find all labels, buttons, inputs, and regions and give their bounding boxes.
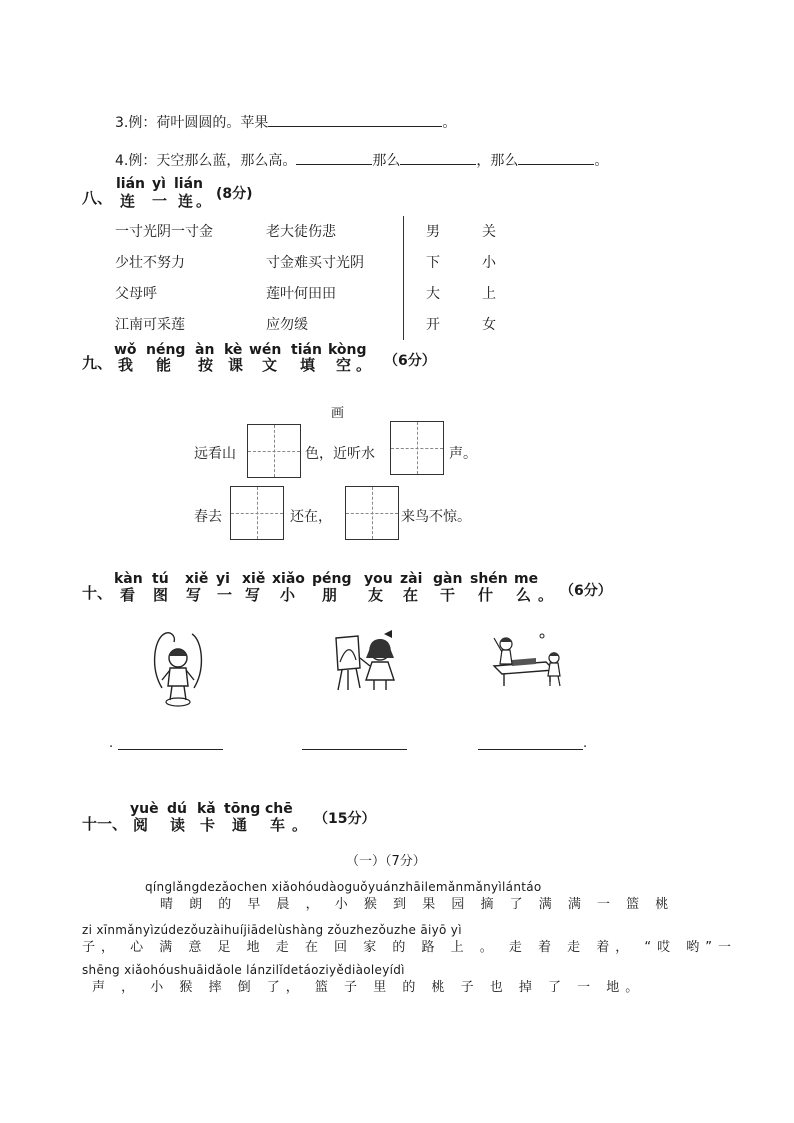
sec11-pinyin-5: chē [265,801,293,817]
sec8-hanzi-3: 连 [178,192,194,210]
sec10-hanzi-7: 朋 [322,586,338,604]
match-left1-row1[interactable]: 一寸光阴一寸金 [115,224,213,240]
passage-p1-pinyin: qínglǎngdezǎochen xiǎohóudàoguǒyuánzhāilemǎnmǎnyìlántáo [145,880,542,894]
sec10-hanzi-9: 在 [403,586,419,604]
q4-end: 。 [594,153,609,169]
sec9-tail: 。 [356,356,372,374]
poem-l2-a: 春去 [194,509,222,525]
sec11-hanzi-2: 读 [170,816,186,834]
sec11-hanzi-5: 车 [270,816,286,834]
sec10-hanzi-11: 什 [478,586,494,604]
tianzige-box-2[interactable] [390,421,444,475]
sec10-hanzi-1: 看 [120,586,136,604]
sec9-pinyin-4: kè [224,342,243,358]
sec11-hanzi-4: 通 [232,816,248,834]
q4-line [115,150,608,170]
poem-l2-c: 来鸟不惊。 [401,509,471,525]
sec9-hanzi-6: 填 [300,356,316,374]
q3-line [115,112,456,132]
sec9-hanzi-2: 能 [156,356,172,374]
sec10-pinyin-8: you [364,571,393,587]
q4-mid1: 那么 [372,153,401,169]
sec10-pinyin-10: gàn [433,571,463,587]
match-left2-row2[interactable]: 寸金难买寸光阴 [266,255,364,271]
sec11-pinyin-3: kǎ [197,801,216,817]
sec8-pinyin-3: lián [174,176,204,192]
sec10-answer-line-3[interactable] [478,748,583,750]
sec10-pinyin-5: xiě [242,571,266,587]
sec11-number: 十一、 [82,815,128,833]
sec10-tail: 。 [538,586,554,604]
table-tennis-picture [490,630,566,690]
poem-l1-c: 声。 [449,446,477,462]
sec10-answer-line-2[interactable] [302,748,407,750]
match-divider [403,216,404,340]
sec9-score: （6分） [384,353,436,369]
sec11-pinyin-1: yuè [130,801,159,817]
passage-p2-pinyin: zi xīnmǎnyìzúdezǒuzàihuíjiādelùshàng zǒuzhezǒuzhe āiyō yì [82,923,462,937]
match-right2-row3[interactable]: 上 [482,286,496,302]
passage-p3-pinyin: shēng xiǎohóushuāidǎole lánzilǐdetáoziyědiàoleyídì [82,963,405,977]
sec9-pinyin-2: néng [146,342,186,358]
match-left1-row2[interactable]: 少壮不努力 [115,255,185,271]
sec10-answer-prefix: . [109,736,114,751]
q4-blank-2[interactable] [400,150,476,165]
tianzige-box-1[interactable] [247,424,301,478]
match-left2-row3[interactable]: 莲叶何田田 [266,286,336,302]
sec10-pinyin-11: shén [470,571,508,587]
sec9-pinyin-5: wén [249,342,282,358]
tianzige-box-3[interactable] [230,486,284,540]
sec9-pinyin-3: àn [195,342,215,358]
sec10-hanzi-10: 干 [440,586,456,604]
match-right1-row3[interactable]: 大 [426,286,440,302]
match-left2-row4[interactable]: 应勿缓 [266,317,308,333]
q3-end: 。 [442,115,457,131]
match-right2-row2[interactable]: 小 [482,255,496,271]
sec10-pinyin-6: xiǎo [272,571,305,587]
sec10-pinyin-1: kàn [114,571,143,587]
sec10-pinyin-7: péng [312,571,352,587]
sec8-pinyin-1: lián [116,176,146,192]
match-right2-row4[interactable]: 女 [482,317,496,333]
match-left2-row1[interactable]: 老大徒伤悲 [266,224,336,240]
sec9-hanzi-1: 我 [118,356,134,374]
sec9-hanzi-3: 按 [198,356,214,374]
match-left1-row3[interactable]: 父母呼 [115,286,157,302]
passage-p1-hanzi: 晴 朗 的 早 晨 ， 小 猴 到 果 园 摘 了 满 满 一 篮 桃 [160,897,675,912]
poem-title: 画 [331,406,345,421]
q4-mid2: ，那么 [476,153,519,169]
sec9-hanzi-7: 空 [336,356,352,374]
sec11-tail: 。 [292,816,308,834]
tianzige-box-4[interactable] [345,486,399,540]
passage-p2-hanzi: 子， 心 满 意 足 地 走 在 回 家 的 路 上 。 走 着 走 着， “哎 哟”一 [82,940,737,955]
sec8-hanzi-2: 一 [152,192,168,210]
sec10-answer-suffix: . [583,736,588,751]
sec11-score: （15分） [314,811,376,827]
match-right1-row1[interactable]: 男 [426,224,440,240]
sec8-score: (8分) [216,186,253,202]
sec11-hanzi-1: 阅 [133,816,149,834]
sec9-number: 九、 [82,354,113,372]
sec8-tail: 。 [196,192,212,210]
sec11-subtitle: （一）（7分） [346,854,426,869]
jump-rope-picture [148,628,208,708]
sec8-pinyin-2: yì [152,176,166,192]
sec11-hanzi-3: 卡 [200,816,216,834]
q3-answer-blank[interactable] [268,112,442,127]
sec10-hanzi-2: 图 [153,586,169,604]
poem-l2-b: 还在， [290,509,332,525]
q4-blank-3[interactable] [518,150,594,165]
sec10-hanzi-12: 么 [516,586,532,604]
sec10-hanzi-5: 写 [245,586,261,604]
match-right1-row2[interactable]: 下 [426,255,440,271]
sec8-hanzi-1: 连 [120,192,136,210]
painting-girl-picture [332,628,402,692]
sec9-hanzi-4: 课 [228,356,244,374]
match-right2-row1[interactable]: 关 [482,224,496,240]
sec11-pinyin-4: tōng [224,801,261,817]
match-right1-row4[interactable]: 开 [426,317,440,333]
sec9-pinyin-7: kòng [328,342,367,358]
sec10-pinyin-12: me [514,571,539,587]
sec9-pinyin-6: tián [291,342,322,358]
sec9-hanzi-5: 文 [262,356,278,374]
passage-p3-hanzi: 声 ， 小 猴 摔 倒 了， 篮 子 里 的 桃 子 也 掉 了 一 地。 [92,980,645,995]
sec10-hanzi-4: 一 [217,586,233,604]
q4-blank-1[interactable] [296,150,372,165]
match-left1-row4[interactable]: 江南可采莲 [115,317,185,333]
poem-l1-a: 远看山 [194,446,236,462]
sec10-answer-line-1[interactable] [118,748,223,750]
sec10-number: 十、 [82,584,113,602]
sec11-pinyin-2: dú [167,801,187,817]
sec10-hanzi-3: 写 [186,586,202,604]
poem-l1-b: 色，近听水 [305,446,375,462]
sec10-pinyin-3: xiě [185,571,209,587]
sec10-pinyin-2: tú [152,571,169,587]
sec9-pinyin-1: wǒ [114,342,137,358]
q4-example: 4.例：天空那么蓝，那么高。 [115,153,297,169]
sec10-score: （6分） [560,583,612,599]
sec10-pinyin-9: zài [400,571,423,587]
sec8-number: 八、 [82,189,113,207]
sec10-hanzi-8: 友 [368,586,384,604]
sec10-pinyin-4: yi [216,571,230,587]
q3-example: 3.例：荷叶圆圆的。苹果 [115,115,269,131]
sec10-hanzi-6: 小 [280,586,296,604]
